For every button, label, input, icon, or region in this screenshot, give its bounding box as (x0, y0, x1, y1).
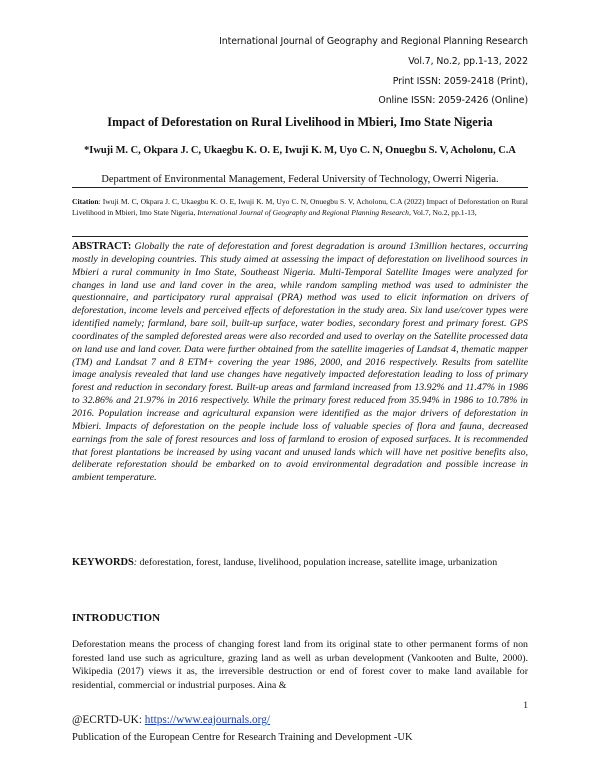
citation-journal: International Journal of Geography and Regional Planning Research (197, 207, 409, 217)
citation-block (72, 197, 528, 218)
divider-top (72, 187, 528, 188)
introduction-heading: INTRODUCTION (72, 612, 161, 624)
divider-bottom (72, 236, 528, 237)
citation-label: Citation (72, 197, 99, 206)
footer-org-label: @ECRTD-UK: (72, 714, 145, 726)
affiliation: Department of Environmental Management, Federal University of Technology, Owerri Nigeria. (101, 174, 499, 185)
citation-tail: , Vol.7, No.2, pp.1-13, (408, 207, 477, 217)
journal-volume-issue: Vol.7, No.2, pp.1-13, 2022 (408, 56, 528, 67)
online-issn: Online ISSN: 2059-2426 (Online) (378, 95, 528, 106)
keywords-text: deforestation, forest, landuse, livelihood, population increase, satellite image, urbanization (137, 557, 498, 568)
abstract-label: ABSTRACT: (72, 241, 132, 252)
paper-title: Impact of Deforestation on Rural Livelihood in Mbieri, Imo State Nigeria (107, 115, 493, 129)
page-number: 1 (523, 701, 528, 711)
journal-website-link[interactable]: https://www.eajournals.org/ (144, 714, 270, 726)
citation-text: : Iwuji M. C, Okpara J. C, Ukaegbu K. O. E, Iwuji K. M, Uyo C. N, Onuegbu S. V, Acholonu, C.A (2022) Impact of Deforestation on Rural Livelihood in Mbieri, Imo State Nigeria, (72, 197, 528, 217)
footer-org-line (72, 714, 270, 726)
keywords-label: KEYWORDS (72, 557, 134, 568)
journal-name: International Journal of Geography and Regional Planning Research (219, 36, 528, 47)
abstract-block (72, 241, 528, 485)
print-issn: Print ISSN: 2059-2418 (Print), (392, 76, 528, 87)
keywords-block (72, 557, 528, 570)
footer-publication: Publication of the European Centre for Research Training and Development -UK (72, 732, 413, 743)
keywords-colon: : (133, 557, 138, 568)
author-list: *Iwuji M. C, Okpara J. C, Ukaegbu K. O. E, Iwuji K. M, Uyo C. N, Onuegbu S. V, Acholonu, C.A (84, 145, 516, 156)
introduction-text: Deforestation means the process of changing forest land from its original state to other permanent forms of non forested land use such as agriculture, grazing land as well as urban development (Vankooten and Bulte, 2000). Wikipedia (2017) views it as, the irreversible destruction or end of forest cover to make land available for residential, commercial or industrial purposes. Aina & (72, 639, 528, 691)
abstract-text: Globally the rate of deforestation and forest degradation is around 13million hectares, occurring mostly in developing countries. This study aimed at assessing the impact of deforestation on livelihood sources in Mbieri a rural community in Imo State, Southeast Nigeria. Multi-Temporal Satellite Images were analyzed for changes in land use and land cover in the area, while random sampling method was used to administer the questionnaire, and participatory rural appraisal (PRA) method was used to elicit information on drivers of deforestation, income levels and perceived effects of deforestation in the study area. Six land use/cover types were identified namely; farmland, bare soil, built-up surface, water bodies, secondary forest and primary forest. GPS coordinates of the sampled deforested areas were also recorded and used to overlay on the Satellite processed data on land use and land cover. Data were further obtained from the satellite imageries of Landsat 4, thematic mapper (TM) and Landsat 7 and 8 ETM+ covering the year 1986, 2000, and 2016 respectively. Results from satellite image analysis revealed that land use changes have negatively impacted deforestation leading to loss of primary forest and reduction in secondary forest. Built-up areas and farmland increased from 13.92% and 11.47% in 1986 to 32.86% and 21.97% in 2016 respectively. While the primary forest reduced from 35.94% in 1986 to 10.78% in 2016. Population increase and agricultural expansion were identified as the major drivers of deforestation in Mbieri. Impacts of deforestation on the people include loss of valuable species of flora and fauna, decreased earnings from the sale of forest resources and loss of farmland to erosion of exposed surfaces. It is recommended that forest plantations be increased by using vacant and unused lands which will have net positive benefits also, deliberate reforestation should be embarked on to avoid environmental degradation and possible increase in ambient temperature. (72, 241, 528, 484)
